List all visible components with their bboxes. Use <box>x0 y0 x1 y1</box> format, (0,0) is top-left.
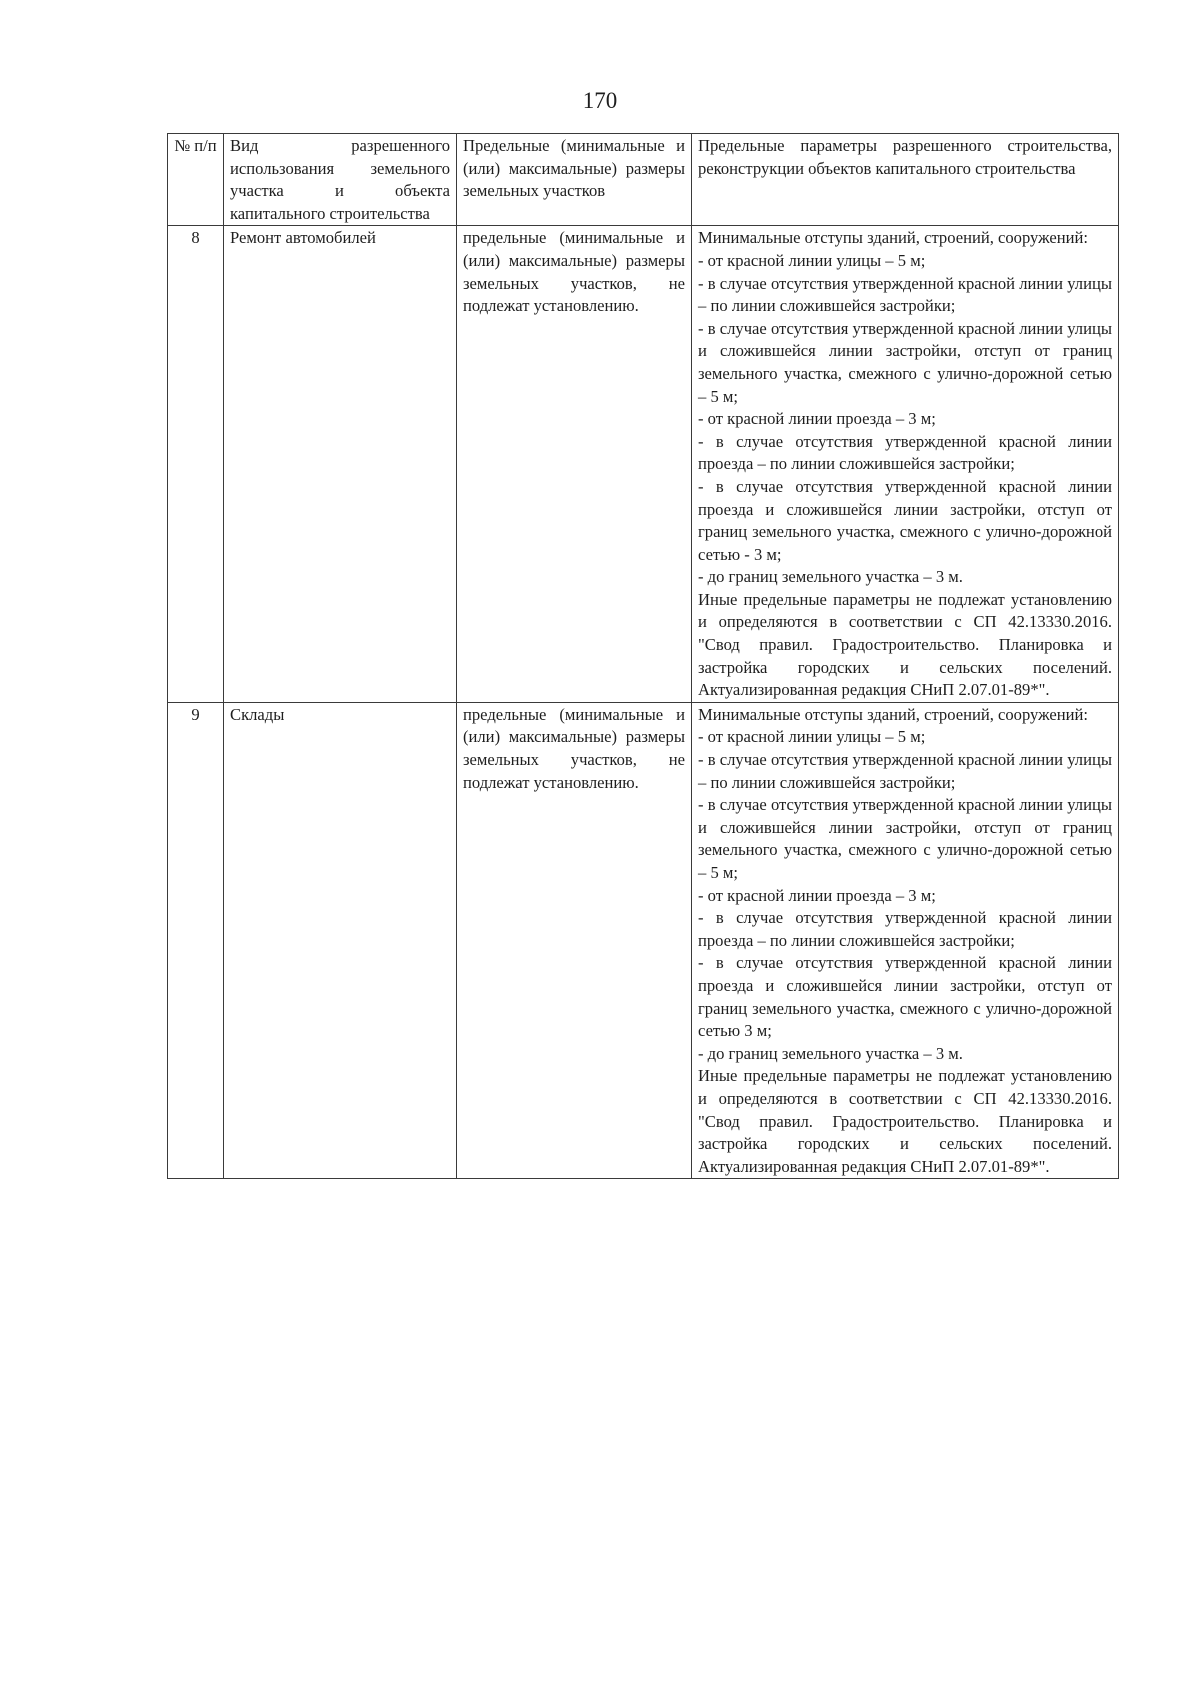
parameter-line: - до границ земельного участка – 3 м. <box>698 1043 963 1063</box>
parameter-line: - в случае отсутствия утвержденной красной линии проезда – по линии сложившейся застройки; <box>698 908 1112 950</box>
parameter-line: - от красной линии улицы – 5 м; <box>698 250 926 270</box>
parameter-line: - в случае отсутствия утвержденной красной линии проезда – по линии сложившейся застройки; <box>698 431 1112 474</box>
header-construction-parameters: Предельные параметры разрешенного строительства, реконструкции объектов капитального строительства <box>692 134 1119 226</box>
page-number: 170 <box>582 88 618 113</box>
parameter-line: Иные предельные параметры не подлежат установлению и определяются в соответствии с СП 42.13330.2016. "Свод правил. Градостроительство. Планировка и застройка городских и сельских поселений. Актуализированная редакция СНиП 2.07.01-89*". <box>698 589 1112 700</box>
parameter-line: - от красной линии проезда – 3 м; <box>698 409 936 429</box>
parameters-cell <box>692 702 1119 1178</box>
table-row <box>168 226 1119 702</box>
parameter-line: - до границ земельного участка – 3 м. <box>698 567 963 587</box>
parameter-line: Минимальные отступы зданий, строений, сооружений: <box>698 704 1088 724</box>
parameter-line: - от красной линии улицы – 5 м; <box>698 727 926 747</box>
parameter-line: Минимальные отступы зданий, строений, сооружений: <box>698 228 1088 248</box>
parameter-line: - от красной линии проезда – 3 м; <box>698 885 936 905</box>
parameters-cell <box>692 226 1119 702</box>
table-header-row <box>168 134 1119 226</box>
parameter-line: - в случае отсутствия утвержденной красной линии улицы – по линии сложившейся застройки; <box>698 273 1112 316</box>
parameter-line: Иные предельные параметры не подлежат установлению и определяются в соответствии с СП 42.13330.2016. "Свод правил. Градостроительство. Планировка и застройка городских и сельских поселений. Актуализированная редакция СНиП 2.07.01-89*". <box>698 1066 1112 1176</box>
parameter-line: - в случае отсутствия утвержденной красной линии улицы – по линии сложившейся застройки; <box>698 750 1112 792</box>
parameter-line: - в случае отсутствия утвержденной красной линии улицы и сложившейся линии застройки, отступ от границ земельного участка, смежного с улично-дорожной сетью – 5 м; <box>698 318 1112 406</box>
permitted-use-cell: Склады <box>224 702 457 1178</box>
table-row <box>168 702 1119 1178</box>
header-plot-size-limits: Предельные (минимальные и (или) максимальные) размеры земельных участков <box>457 134 692 226</box>
parameter-line: - в случае отсутствия утвержденной красной линии проезда и сложившейся линии застройки, отступ от границ земельного участка, смежного с улично-дорожной сетью - 3 м; <box>698 476 1112 564</box>
parameter-line: - в случае отсутствия утвержденной красной линии проезда и сложившейся линии застройки, отступ от границ земельного участка, смежного с улично-дорожной сетью 3 м; <box>698 953 1112 1041</box>
parameter-line: - в случае отсутствия утвержденной красной линии улицы и сложившейся линии застройки, отступ от границ земельного участка, смежного с улично-дорожной сетью – 5 м; <box>698 795 1112 882</box>
header-permitted-use: Вид разрешенного использования земельного участка и объекта капитального строительства <box>224 134 457 226</box>
land-use-parameters-table <box>167 133 1119 1179</box>
permitted-use-cell: Ремонт автомобилей <box>224 226 457 702</box>
row-number: 8 <box>168 226 224 702</box>
plot-size-cell: предельные (минимальные и (или) максимальные) размеры земельных участков, не подлежат установлению. <box>457 702 692 1178</box>
header-number: № п/п <box>168 134 224 226</box>
plot-size-cell: предельные (минимальные и (или) максимальные) размеры земельных участков, не подлежат установлению. <box>457 226 692 702</box>
row-number: 9 <box>168 702 224 1178</box>
